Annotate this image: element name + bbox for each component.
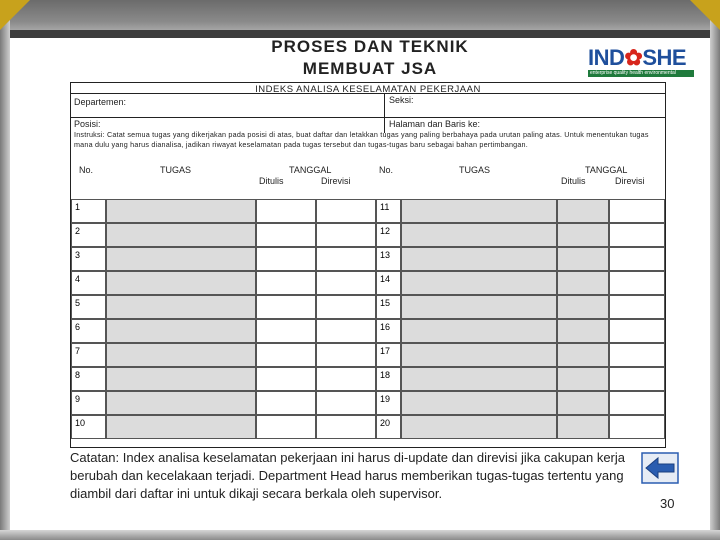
row-number: 19 [380, 394, 391, 404]
table-row [71, 343, 665, 367]
row-number: 1 [75, 202, 81, 212]
row-number: 20 [380, 418, 391, 428]
logo-text-ind: IND [588, 45, 625, 70]
direvisi-cell[interactable] [609, 247, 665, 271]
ditulis-cell[interactable] [557, 343, 609, 367]
task-cell[interactable] [106, 199, 256, 223]
direvisi-cell[interactable] [609, 223, 665, 247]
task-cell[interactable] [401, 223, 557, 247]
task-cell[interactable] [401, 391, 557, 415]
logo-text-she: SHE [642, 45, 687, 70]
task-cell[interactable] [106, 391, 256, 415]
table-row [71, 415, 665, 439]
form-divider-1 [71, 93, 665, 94]
task-cell[interactable] [106, 319, 256, 343]
form-divider-2 [71, 117, 665, 118]
form-vdivider [384, 93, 385, 133]
ditulis-cell[interactable] [256, 271, 316, 295]
ditulis-cell[interactable] [256, 295, 316, 319]
task-cell[interactable] [106, 271, 256, 295]
ditulis-cell[interactable] [557, 367, 609, 391]
row-number: 8 [75, 370, 81, 380]
slide-title-line2: MEMBUAT JSA [302, 59, 438, 78]
col-direvisi-left: Direvisi [321, 176, 351, 186]
note-text: Catatan: Index analisa keselamatan pekerjaan ini harus di-update dan direvisi jika cakupan kerja berubah dan kecelakaan terjadi. Department Head harus memberikan tugas-tugas tertentu yang diambil dari daftar ini untuk dikaji secara berkala oleh supervisor. [70, 450, 626, 501]
row-number: 4 [75, 274, 81, 284]
task-cell[interactable] [106, 247, 256, 271]
ditulis-cell[interactable] [557, 391, 609, 415]
ditulis-cell[interactable] [256, 199, 316, 223]
col-tanggal-left: TANGGAL [289, 165, 332, 175]
task-cell[interactable] [401, 199, 557, 223]
row-number: 10 [75, 418, 86, 428]
direvisi-cell[interactable] [316, 199, 376, 223]
slide-title [220, 36, 520, 80]
form-heading: INDEKS ANALISA KESELAMATAN PEKERJAAN [255, 84, 481, 95]
direvisi-cell[interactable] [316, 367, 376, 391]
task-cell[interactable] [106, 295, 256, 319]
task-cell[interactable] [401, 247, 557, 271]
table-row [71, 319, 665, 343]
table-row [71, 247, 665, 271]
row-number-cell [376, 367, 401, 391]
ditulis-cell[interactable] [256, 223, 316, 247]
logo-gear-icon: ✿ [624, 45, 643, 70]
departemen-label: Departemen: [74, 97, 127, 107]
row-number: 2 [75, 226, 81, 236]
table-row [71, 223, 665, 247]
halaman-label: Halaman dan Baris ke: [389, 119, 481, 129]
col-direvisi-right: Direvisi [615, 176, 645, 186]
task-cell[interactable] [401, 271, 557, 295]
posisi-label: Posisi: [74, 119, 101, 129]
col-tugas-left: TUGAS [160, 165, 192, 175]
direvisi-cell[interactable] [316, 247, 376, 271]
row-number-cell [376, 223, 401, 247]
back-arrow-icon[interactable] [641, 452, 679, 484]
direvisi-cell[interactable] [316, 415, 376, 439]
form-instructions: Instruksi: Catat semua tugas yang dikerjakan pada posisi di atas, buat daftar dan letakkan tugas yang paling berbahaya pada urutan paling atas. Untuk menentukan tugas mana dulu yang harus dianalisa, jadikan riwayat keselamatan pada tugas tersebut dan tugas-tugas baru sebagai bahan pertimbangan. [74, 130, 649, 149]
ditulis-cell[interactable] [557, 199, 609, 223]
row-number: 14 [380, 274, 391, 284]
ditulis-cell[interactable] [557, 271, 609, 295]
task-cell[interactable] [106, 223, 256, 247]
task-cell[interactable] [401, 367, 557, 391]
col-ditulis-left: Ditulis [259, 176, 284, 186]
col-tugas-right: TUGAS [459, 165, 491, 175]
direvisi-cell[interactable] [609, 367, 665, 391]
bottom-frame-bar [0, 530, 720, 540]
jsa-index-form [70, 82, 666, 448]
page-number: 30 [660, 496, 675, 511]
row-number-cell [71, 271, 106, 295]
row-number: 11 [380, 202, 390, 212]
task-cell[interactable] [106, 367, 256, 391]
direvisi-cell[interactable] [316, 295, 376, 319]
seksi-label: Seksi: [389, 95, 414, 105]
row-number-cell [71, 415, 106, 439]
task-cell[interactable] [106, 415, 256, 439]
direvisi-cell[interactable] [609, 343, 665, 367]
row-number: 18 [380, 370, 391, 380]
row-number-cell [71, 343, 106, 367]
row-number: 3 [75, 250, 81, 260]
table-row [71, 295, 665, 319]
row-number-cell [71, 199, 106, 223]
ditulis-cell[interactable] [557, 223, 609, 247]
table-row [71, 391, 665, 415]
logo-wordmark [588, 46, 694, 70]
row-number-cell [71, 247, 106, 271]
ditulis-cell[interactable] [256, 247, 316, 271]
direvisi-cell[interactable] [609, 199, 665, 223]
indoshe-logo [588, 46, 694, 78]
row-number: 16 [380, 322, 391, 332]
direvisi-cell[interactable] [316, 271, 376, 295]
task-cell[interactable] [401, 343, 557, 367]
col-no-left: No. [79, 165, 94, 175]
row-number: 15 [380, 298, 391, 308]
row-number-cell [71, 223, 106, 247]
row-number-cell [71, 319, 106, 343]
slide-title-line1: PROSES DAN TEKNIK [271, 37, 469, 56]
direvisi-cell[interactable] [316, 343, 376, 367]
ditulis-cell[interactable] [256, 343, 316, 367]
row-number-cell [376, 295, 401, 319]
left-frame-bar [0, 0, 10, 540]
row-number-cell [376, 391, 401, 415]
row-number-cell [376, 271, 401, 295]
direvisi-cell[interactable] [609, 295, 665, 319]
row-number-cell [376, 343, 401, 367]
row-number-cell [376, 247, 401, 271]
direvisi-cell[interactable] [316, 223, 376, 247]
row-number: 9 [75, 394, 81, 404]
gold-corner-left [0, 0, 30, 30]
row-number: 12 [380, 226, 391, 236]
ditulis-cell[interactable] [256, 319, 316, 343]
table-row [71, 271, 665, 295]
logo-tagline: enterprise quality health environmental [588, 70, 694, 77]
row-number-cell [376, 319, 401, 343]
row-number-cell [376, 199, 401, 223]
ditulis-cell[interactable] [256, 415, 316, 439]
row-number-cell [71, 295, 106, 319]
table-row [71, 199, 665, 223]
ditulis-cell[interactable] [256, 391, 316, 415]
ditulis-cell[interactable] [256, 367, 316, 391]
gold-corner-right [690, 0, 720, 30]
row-number: 7 [75, 346, 81, 356]
table-row [71, 367, 665, 391]
ditulis-cell[interactable] [557, 247, 609, 271]
row-number: 5 [75, 298, 81, 308]
task-cell[interactable] [401, 295, 557, 319]
row-number: 6 [75, 322, 81, 332]
row-number-cell [71, 391, 106, 415]
direvisi-cell[interactable] [609, 391, 665, 415]
row-number-cell [71, 367, 106, 391]
ditulis-cell[interactable] [557, 319, 609, 343]
right-frame-bar [710, 0, 720, 540]
ditulis-cell[interactable] [557, 295, 609, 319]
direvisi-cell[interactable] [609, 271, 665, 295]
ditulis-cell[interactable] [557, 415, 609, 439]
col-tanggal-right: TANGGAL [585, 165, 628, 175]
task-cell[interactable] [401, 415, 557, 439]
row-number-cell [376, 415, 401, 439]
direvisi-cell[interactable] [316, 319, 376, 343]
direvisi-cell[interactable] [609, 319, 665, 343]
direvisi-cell[interactable] [609, 415, 665, 439]
col-no-right: No. [379, 165, 394, 175]
task-cell[interactable] [106, 343, 256, 367]
row-number: 17 [380, 346, 391, 356]
direvisi-cell[interactable] [316, 391, 376, 415]
col-ditulis-right: Ditulis [561, 176, 586, 186]
task-cell[interactable] [401, 319, 557, 343]
row-number: 13 [380, 250, 391, 260]
